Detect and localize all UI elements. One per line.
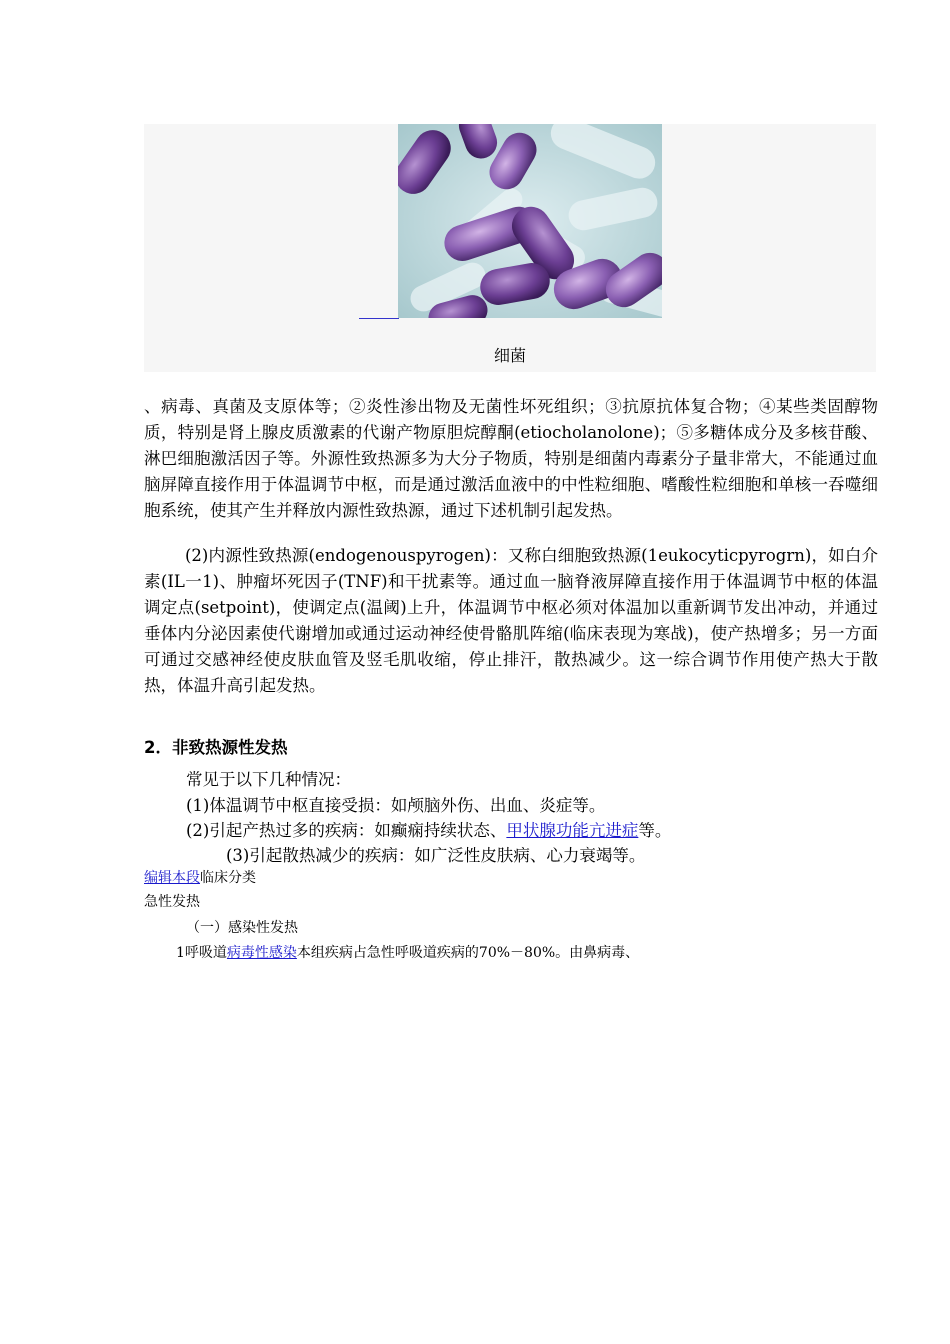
respiratory-suffix: 本组疾病占急性呼吸道疾病的70%－80%。由鼻病毒、 bbox=[296, 945, 640, 961]
section-heading-non-pyrogenic-fever: 2．非致热源性发热 bbox=[144, 738, 288, 757]
respiratory-prefix: 1呼吸道 bbox=[176, 945, 227, 961]
category-title: （一）感染性发热 bbox=[186, 920, 298, 936]
list-item-3: (3)引起散热减少的疾病：如广泛性皮肤病、心力衰竭等。 bbox=[226, 846, 646, 865]
respiratory-infection-line bbox=[176, 943, 639, 963]
paragraph-endogenous-pyrogen: (2)内源性致热源(endogenouspyrogen)：又称白细胞致热源(1eukocyticpyrogrn)，如白介素(IL一1)、肿瘤坏死因子(TNF)和干扰素等。通过血一脑脊液屏障直接作用于体温调节中枢的体温调定点(setpoint)，使调定点(温阈)上升，体温调节中枢必须对体温加以重新调节发出冲动，并通过垂体内分泌因素使代谢增加或通过运动神经使骨骼肌阵缩(临床表现为寒战)，使产热增多；另一方面可通过交感神经使皮肤血管及竖毛肌收缩，停止排汗，散热减少。这一综合调节作用使产热大于散热，体温升高引起发热。 bbox=[144, 546, 878, 695]
image-link-underline[interactable] bbox=[359, 318, 399, 319]
bacteria-image bbox=[398, 124, 662, 318]
edit-section-link[interactable]: 编辑本段 bbox=[144, 870, 200, 886]
paragraph-pyrogen-sources: 、病毒、真菌及支原体等；②炎性渗出物及无菌性坏死组织；③抗原抗体复合物；④某些类固醇物质，特别是肾上腺皮质激素的代谢产物原胆烷醇酮(etiocholanolone)；⑤多糖体成分及多核苷酸、淋巴细胞激活因子等。外源性致热源多为大分子物质，特别是细菌内毒素分子量非常大，不能通过血脑屏障直接作用于体温调节中枢，而是通过激活血液中的中性粒细胞、嗜酸性粒细胞和单核一吞噬细胞系统，使其产生并释放内源性致热源，通过下述机制引起发热。 bbox=[144, 397, 878, 520]
hyperthyroidism-link[interactable]: 甲状腺功能亢进症 bbox=[506, 821, 639, 840]
list-item-1: (1)体温调节中枢直接受损：如颅脑外伤、出血、炎症等。 bbox=[186, 796, 606, 815]
figure-caption: 细菌 bbox=[493, 346, 526, 365]
list-item-2 bbox=[186, 818, 671, 844]
viral-infection-link[interactable]: 病毒性感染 bbox=[226, 945, 297, 961]
list-item-2-suffix: 等。 bbox=[638, 821, 672, 840]
subsection-title: 急性发热 bbox=[144, 894, 200, 910]
list-item-2-text: (2)引起产热过多的疾病：如癫痫持续状态、 bbox=[186, 821, 507, 840]
figure-box bbox=[144, 124, 876, 372]
section-title-row bbox=[144, 868, 256, 888]
section-intro: 常见于以下几种情况： bbox=[186, 770, 351, 789]
section-title: 临床分类 bbox=[200, 870, 256, 886]
